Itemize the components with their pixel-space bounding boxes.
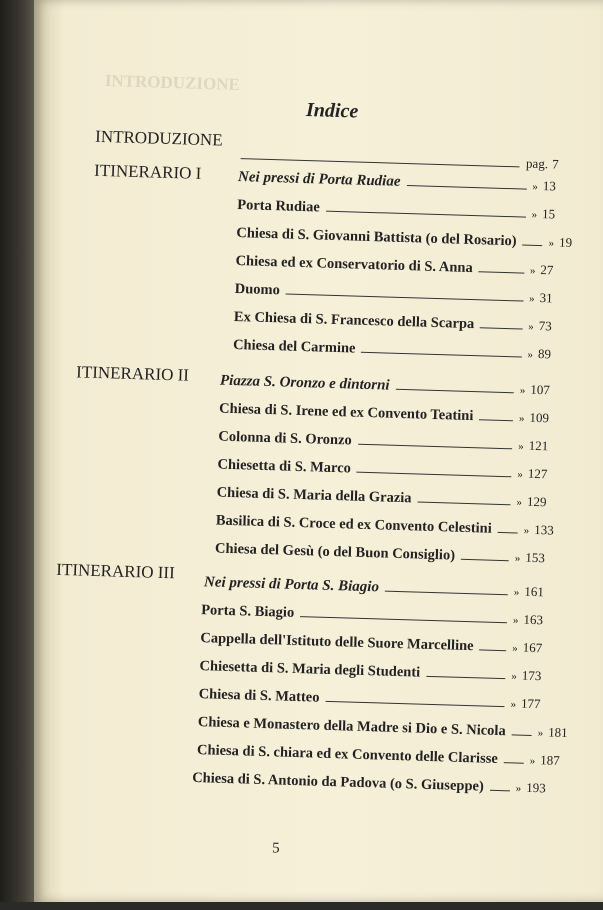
toc-entry[interactable]	[233, 337, 551, 363]
toc-entry-label: Chiesa di S. Irene ed ex Convento Teatini	[218, 400, 474, 425]
dot-leader	[358, 444, 512, 450]
ditto-mark: »	[512, 614, 519, 627]
toc-entry[interactable]	[196, 742, 560, 769]
toc-entry-label: Porta Rudiae	[236, 197, 320, 216]
dot-leader	[498, 532, 518, 534]
itinerary-2-heading-title: Piazza S. Oronzo e dintorni	[219, 372, 390, 394]
itinerary-3-label: ITINERARIO III	[56, 559, 176, 583]
introduction-page-prefix: pag.	[525, 155, 549, 172]
dot-leader	[325, 701, 504, 707]
toc-entry[interactable]	[191, 769, 546, 797]
toc-entry-page: 121	[528, 437, 549, 454]
ditto-mark: »	[515, 782, 522, 795]
toc-entry-page: 127	[527, 465, 548, 482]
dot-leader	[479, 271, 524, 273]
toc-entry-label: Chiesa di S. chiara ed ex Convento delle Clarisse	[196, 742, 499, 767]
toc-entry-page: 177	[520, 695, 541, 712]
dot-leader	[504, 762, 524, 764]
dot-leader	[286, 293, 523, 301]
itinerary-3-heading[interactable]	[204, 574, 544, 601]
toc-entry[interactable]	[215, 541, 545, 568]
toc-entry-page: 193	[526, 779, 546, 796]
dot-leader	[512, 734, 532, 736]
itinerary-2-label: ITINERARIO II	[75, 362, 190, 385]
dot-leader	[480, 327, 522, 329]
toc-entry-page: 167	[522, 639, 543, 656]
toc-entry[interactable]	[199, 658, 541, 685]
toc-entry[interactable]	[219, 401, 549, 428]
dot-leader	[300, 616, 507, 623]
toc-entry-page: 15	[541, 206, 556, 222]
toc-entry[interactable]	[235, 253, 553, 279]
toc-entry-label: Chiesa di S. Maria della Grazia	[216, 484, 412, 507]
index-page-content	[21, 0, 603, 910]
itinerary-2-heading[interactable]	[220, 373, 550, 400]
show-through-text: INTRODUZIONE	[104, 71, 241, 95]
toc-entry[interactable]	[215, 512, 554, 540]
ditto-mark: »	[514, 552, 521, 565]
toc-entry-label: Chiesa del Gesù (o del Buon Consiglio)	[214, 540, 456, 564]
toc-entry-label: Basilica di S. Croce ed ex Convento Celestini	[215, 512, 493, 537]
dot-leader	[426, 676, 505, 679]
index-title: Indice	[305, 99, 359, 123]
toc-entry-label: Porta S. Biagio	[200, 602, 295, 621]
toc-entry-label: Chiesa di S. Matteo	[198, 686, 320, 706]
toc-entry-label: Chiesa del Carmine	[232, 336, 356, 357]
toc-entry[interactable]	[201, 602, 543, 629]
introduction-entry[interactable]	[240, 147, 558, 172]
toc-entry-page: 31	[539, 290, 553, 306]
toc-entry[interactable]	[197, 714, 568, 741]
toc-entry-page: 73	[538, 318, 552, 334]
dot-leader	[357, 472, 512, 478]
introduction-label: INTRODUZIONE	[94, 126, 223, 150]
toc-entry[interactable]	[236, 225, 573, 251]
ditto-mark: »	[513, 586, 520, 599]
dot-leader	[461, 559, 509, 561]
toc-entry-label: Chiesa di S. Giovanni Battista (o del Rosario)	[236, 225, 517, 250]
dot-leader	[479, 419, 513, 421]
page-number: 5	[271, 840, 280, 857]
dot-leader	[395, 389, 513, 394]
toc-entry[interactable]	[216, 485, 546, 512]
dot-leader	[241, 158, 520, 167]
toc-entry-page: 153	[525, 549, 546, 566]
dot-leader	[490, 790, 510, 792]
toc-entry[interactable]	[234, 309, 552, 335]
dot-leader	[479, 649, 506, 651]
ditto-mark: »	[548, 237, 555, 250]
toc-entry-label: Cappella dell'Istituto delle Suore Marcelline	[200, 630, 474, 655]
ditto-mark: »	[510, 698, 517, 711]
ditto-mark: »	[528, 292, 535, 305]
toc-entry-label: Duomo	[234, 280, 281, 299]
itinerary-1-heading-page: 13	[542, 178, 557, 194]
toc-entry-label: Chiesa e Monastero della Madre si Dio e S. Nicola	[197, 714, 506, 740]
itinerary-1-label: ITINERARIO I	[93, 160, 202, 183]
itinerary-2-heading-page: 107	[530, 381, 551, 398]
ditto-mark: »	[518, 412, 525, 425]
toc-entry-label: Ex Chiesa di S. Francesco della Scarpa	[233, 308, 475, 333]
itinerary-1-heading-title: Nei pressi di Porta Rudiae	[237, 169, 401, 190]
toc-entry[interactable]	[237, 197, 555, 223]
toc-entry-page: 109	[529, 409, 550, 426]
ditto-mark: »	[511, 670, 518, 683]
dot-leader	[326, 211, 526, 218]
itinerary-3-heading-page: 161	[524, 583, 545, 600]
toc-entry[interactable]	[217, 457, 547, 484]
dot-leader	[417, 501, 510, 505]
toc-entry-page: 27	[540, 262, 554, 278]
toc-entry-page: 163	[523, 611, 544, 628]
ditto-mark: »	[537, 727, 544, 740]
toc-entry-label: Chiesa di S. Antonio da Padova (o S. Giuseppe)	[191, 769, 485, 795]
toc-entry-label: Chiesa ed ex Conservatorio di S. Anna	[235, 253, 473, 277]
ditto-mark: »	[528, 320, 534, 333]
toc-entry-page: 181	[547, 724, 568, 741]
dot-leader	[385, 591, 508, 596]
ditto-mark: »	[517, 468, 524, 481]
ditto-mark: »	[519, 384, 526, 397]
toc-entry-page: 89	[537, 346, 552, 362]
ditto-mark: »	[516, 496, 523, 509]
dot-leader	[361, 352, 521, 358]
toc-entry-label: Colonna di S. Oronzo	[218, 428, 353, 449]
ditto-mark: »	[512, 642, 518, 655]
itinerary-1-heading[interactable]	[238, 169, 556, 195]
introduction-page: 7	[551, 156, 559, 172]
toc-entry-label: Chiesetta di S. Marco	[217, 456, 352, 477]
toc-entry-page: 129	[526, 493, 547, 510]
toc-entry[interactable]	[200, 630, 542, 657]
toc-entry[interactable]	[234, 281, 552, 307]
toc-entry-page: 19	[558, 234, 573, 250]
ditto-mark: »	[518, 440, 524, 453]
ditto-mark: »	[523, 524, 530, 537]
toc-entry[interactable]	[218, 429, 548, 456]
ditto-mark: »	[527, 348, 534, 361]
ditto-mark: »	[529, 264, 536, 277]
dot-leader	[406, 185, 526, 190]
toc-entry-page: 173	[521, 667, 542, 684]
ditto-mark: »	[529, 754, 536, 768]
book-page	[34, 0, 603, 902]
ditto-mark: »	[532, 180, 539, 193]
ditto-mark: »	[531, 208, 538, 221]
toc-entry[interactable]	[198, 686, 540, 713]
itinerary-3-heading-title: Nei pressi di Porta S. Biagio	[203, 574, 380, 596]
toc-entry-label: Chiesetta di S. Maria degli Studenti	[199, 658, 421, 681]
toc-entry-page: 133	[534, 521, 554, 538]
toc-entry-page: 187	[540, 752, 560, 768]
dot-leader	[523, 245, 543, 247]
